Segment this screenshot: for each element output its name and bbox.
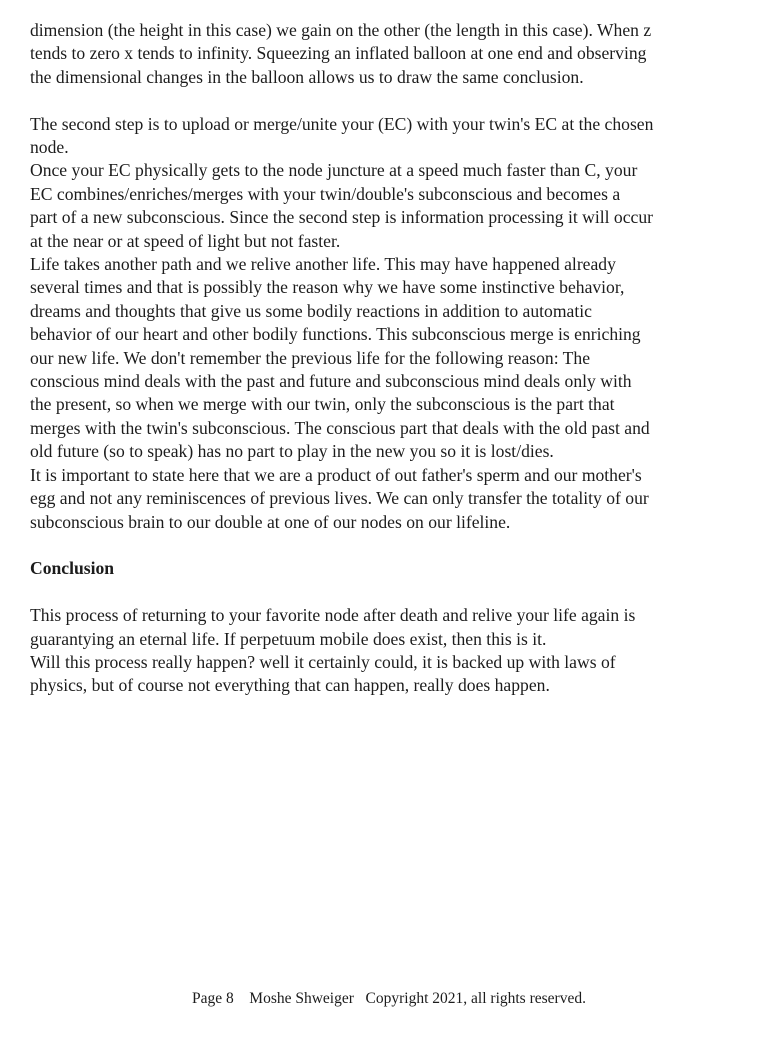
paragraph-conclusion: This process of returning to your favorite node after death and relive your life again is guarantying an eternal life. If perpetuum mobile does exist, then this is it. Will this process really happen? well it certainly could, it is backed up with laws of physics, but of course not everything that can happen, really does happen. [30, 605, 636, 696]
page-footer [0, 989, 778, 1009]
paragraph-spacer [30, 581, 758, 604]
page-number: Page 8 [192, 990, 234, 1007]
paragraph-second-step: The second step is to upload or merge/unite your (EC) with your twin's EC at the chosen node. Once your EC physically gets to the node juncture at a speed much faster than C, your EC combines/enriches/merges with your twin/double's subconscious and becomes a part of a new subconscious. Since the second step is information processing it will occur at the near or at speed of light but not faster. Life takes another path and we relive another life. This may have happened already several times and that is possibly the reason why we have some instinctive behavior, dreams and thoughts that give us some bodily reactions in addition to automatic behavior of our heart and other bodily functions. This subconscious merge is enriching our new life. We don't remember the previous life for the following reason: The conscious mind deals with the past and future and subconscious mind deals only with the present, so when we merge with our twin, only the subconscious is the part that merges with the twin's subconscious. The conscious part that deals with the old past and old future (so to speak) has no part to play in the new you so it is lost/dies. It is important to state here that we are a product of out father's sperm and our mother's egg and not any reminiscences of previous lives. We can only transfer the totality of our subconscious brain to our double at one of our nodes on our lifeline. [30, 113, 654, 532]
footer-author: Moshe Shweiger [249, 990, 354, 1007]
section-heading-conclusion: Conclusion [30, 558, 115, 579]
paragraph-spacer [30, 534, 758, 557]
footer-copyright: Copyright 2021, all rights reserved. [365, 990, 586, 1007]
paragraph-balloon: dimension (the height in this case) we gain on the other (the length in this case). When z tends to zero x tends to infinity. Squeezing an inflated balloon at one end and observing the dimensional changes in the balloon allows us to draw the same conclusion. [30, 20, 652, 87]
paragraph-spacer [30, 89, 758, 112]
page-body [30, 19, 758, 698]
